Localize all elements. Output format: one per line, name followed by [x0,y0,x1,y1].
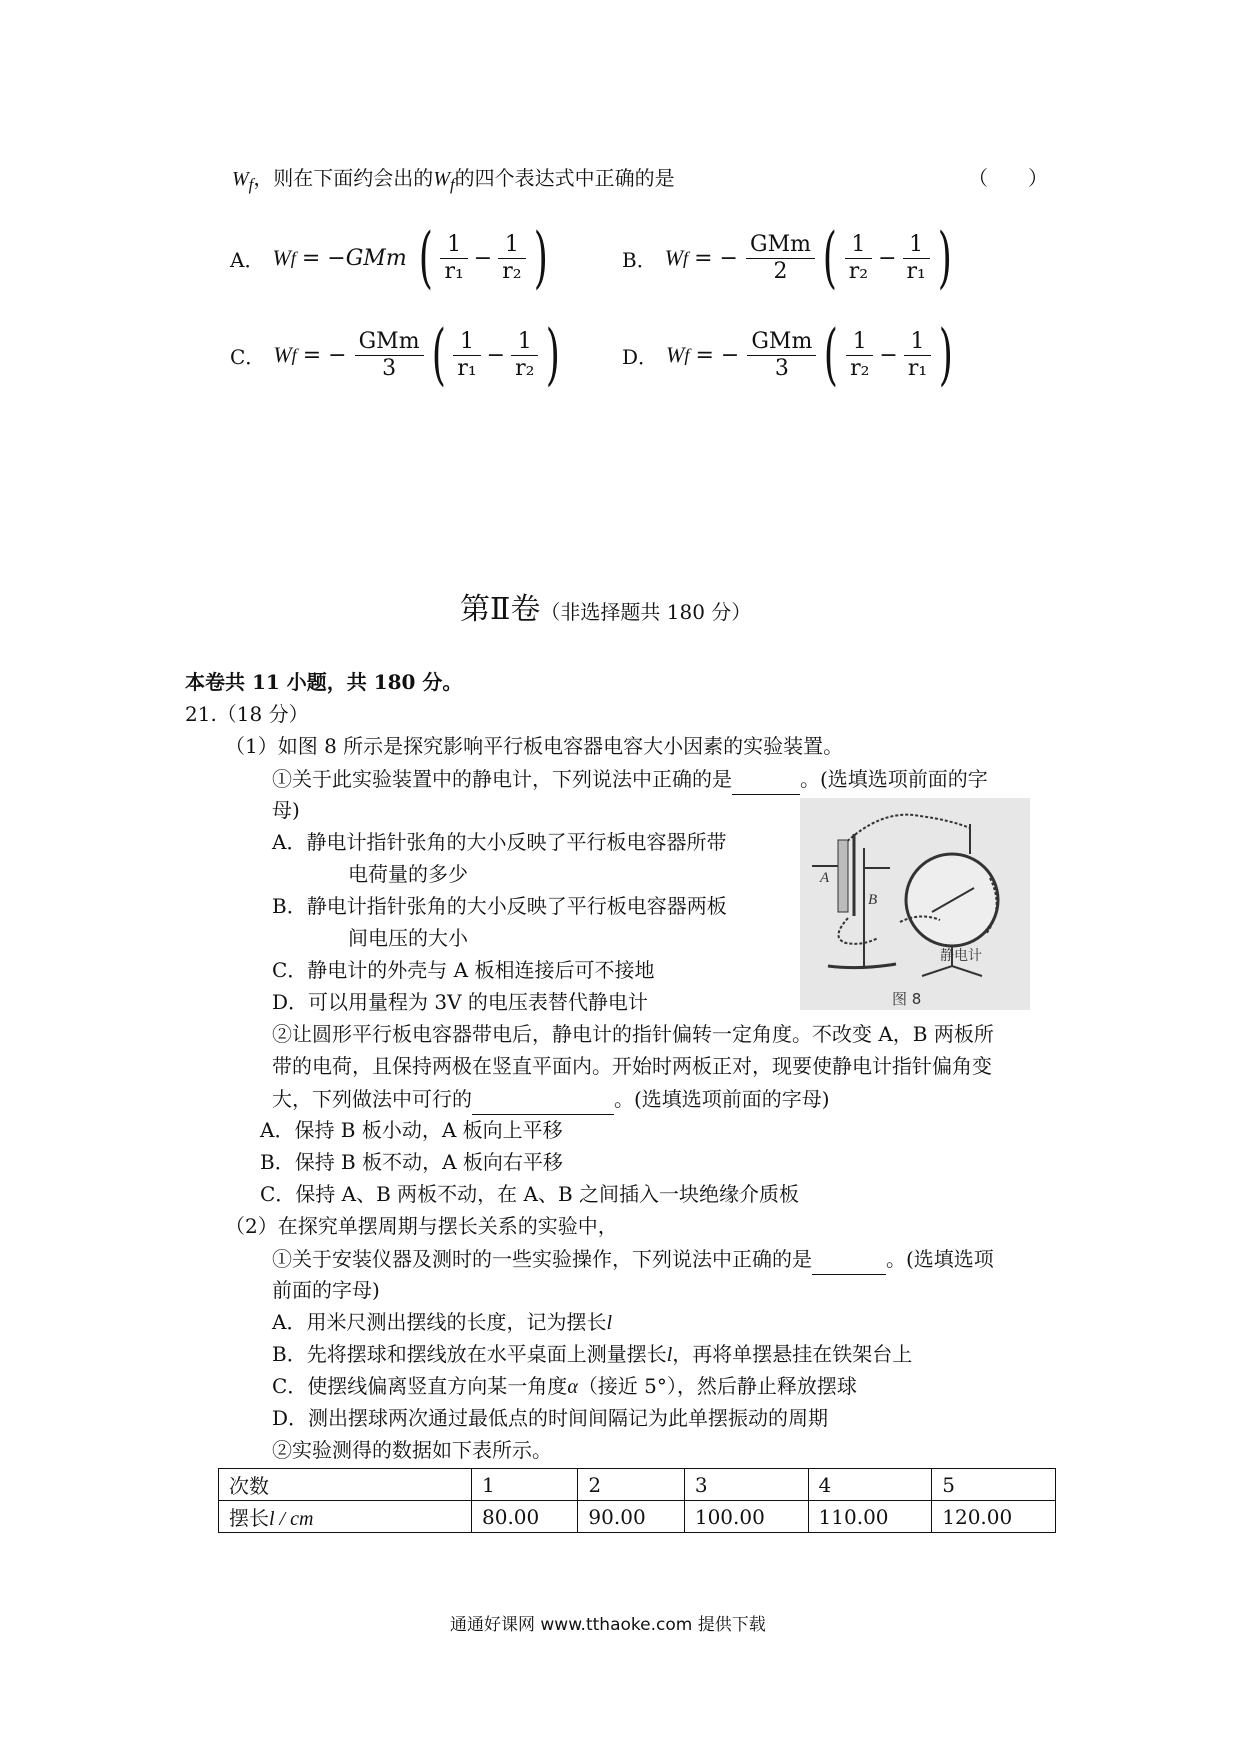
q21-p2-q2: ②实验测得的数据如下表所示。 [272,1438,552,1462]
row-label: 摆长 [229,1506,269,1530]
reciprocal-fraction-num: 1 [846,329,873,356]
option-line: A．保持 B 板小动，A 板向上平移 [260,1118,563,1142]
option-b [622,219,958,296]
var-l: l [666,1344,673,1366]
parenthesized-term [817,219,958,296]
q21-p2-q1 [272,1242,994,1275]
table-cell: 100.00 [684,1501,808,1533]
q21-p1-q1 [272,762,988,795]
reciprocal-fraction-den: r₂ [848,258,869,284]
reciprocal-fraction-num: 1 [511,329,538,356]
option-line: B．静电计指针张角的大小反映了平行板电容器两板 [272,894,727,918]
option-b-text: B．先将摆球和摆线放在水平桌面上测量摆长 [272,1342,667,1366]
q21-p1-q2-line [272,1082,830,1115]
reciprocal-fraction [846,329,873,382]
left-paren: ( [824,316,839,393]
wf-subscript [683,248,688,269]
reciprocal-fraction-num: 1 [904,329,931,356]
table-cell: 80.00 [472,1501,578,1533]
coefficient-fraction-num: GMm [747,329,816,356]
data-table [218,1468,1056,1533]
option-label: A． [230,247,265,272]
parenthesized-term [413,219,554,296]
wf-symbol: W [664,245,684,270]
var-l: l [606,1312,613,1334]
option-line: C．保持 A、B 两板不动，在 A、B 之间插入一块绝缘介质板 [260,1182,800,1206]
reciprocal-fraction-num: 1 [498,232,525,259]
right-paren: ) [533,219,548,296]
wf-subscript-2: f [449,175,455,194]
reciprocal-fraction-den: r₂ [515,355,535,381]
q20-intro-text-b: 的四个表达式中正确的是 [454,166,675,190]
option-a-text: A．用米尺测出摆线的长度，记为摆长 [272,1310,607,1334]
electroscope-label: 静电计 [940,948,982,964]
q21-p1-q1-text: ①关于此实验装置中的静电计，下列说法中正确的是 [272,767,732,791]
option-line: D．测出摆球两次通过最低点的时间间隔记为此单摆振动的周期 [272,1406,829,1430]
wf-symbol-2: W [433,168,450,190]
answer-paren: （ ） [968,166,1048,190]
option-label: B． [622,247,657,272]
section-title [460,584,751,628]
coefficient-fraction [746,232,815,285]
answer-blank[interactable] [472,1082,614,1115]
left-paren: ( [431,316,446,393]
reciprocal-fraction [498,232,525,285]
option-c-tail: （接近 5°），然后静止释放摆球 [577,1374,857,1398]
reciprocal-fraction-num: 1 [903,232,930,259]
left-paren: ( [822,219,837,296]
q20-intro-text-a: ，则在下面约会出的 [253,166,434,190]
reciprocal-fraction [845,232,872,285]
wf-subscript-letter: f [291,344,297,365]
reciprocal-fraction-num: 1 [845,232,872,259]
var-alpha: α [567,1376,578,1398]
wf-subscript [291,248,296,269]
reciprocal-fraction [904,329,931,382]
wf-subscript [684,345,689,366]
option-d [622,316,959,393]
wf-subscript: f [248,175,254,194]
wf-symbol: W [666,342,685,367]
parenthesized-term [426,316,567,393]
left-paren: ( [418,219,433,296]
coefficient-fraction [355,329,424,382]
option-label: C． [230,344,266,369]
minus-sign: − [878,245,897,271]
coefficient-fraction-den: 3 [774,355,789,381]
q20-intro [232,162,675,201]
reciprocal-fraction-num: 1 [440,232,467,259]
wf-subscript-letter: f [683,247,689,268]
q21-p1-q2-line: ②让圆形平行板电容器带电后，静电计的指针偏转一定角度。不改变 A，B 两板所 [272,1022,994,1046]
wf-subscript-letter: f [290,247,296,268]
equals-sign: = −GMm [301,245,407,271]
reciprocal-fraction [903,232,930,285]
q21-p1-q2-line: 带的电荷，且保持两极在竖直平面内。开始时两板正对，现要使静电计指针偏角变 [272,1054,992,1078]
equals-sign: = − [694,245,738,271]
section-note: 本卷共 11 小题，共 180 分。 [185,670,463,694]
answer-blank[interactable] [812,1242,886,1275]
option-a [230,219,553,296]
option-line: C．静电计的外壳与 A 板相连接后可不接地 [272,958,655,982]
q21-part2-intro: （2）在探究单摆周期与摆长关系的实验中， [225,1214,618,1238]
reciprocal-fraction [440,232,467,285]
option-line [272,1370,857,1403]
coefficient-fraction-num: GMm [746,232,815,259]
q21-p1-q1-cont: 母) [272,798,300,822]
reciprocal-fraction-den: r₂ [502,258,522,284]
section-title-main: 第Ⅱ卷 [460,592,541,627]
option-line [272,1306,612,1339]
table-cell [219,1501,472,1533]
electroscope-diagram [800,798,1030,1010]
reciprocal-fraction-den: r₂ [850,355,870,381]
table-cell: 90.00 [578,1501,684,1533]
option-b-tail: ，再将单摆悬挂在铁架台上 [672,1342,913,1366]
figure-8 [800,798,1030,1010]
row-unit: l / cm [269,1508,314,1530]
option-c-text: C．使摆线偏离竖直方向某一角度 [272,1374,568,1398]
plate-b-label: B [868,892,878,908]
table-cell: 3 [684,1469,808,1501]
option-line: A．静电计指针张角的大小反映了平行板电容器所带 [272,830,727,854]
plate-a-label: A [820,870,830,886]
wf-symbol: W [273,342,292,367]
answer-blank[interactable] [732,762,800,795]
option-c [230,316,566,393]
option-label: D． [622,344,659,369]
wf-subscript-letter: f [684,344,690,365]
reciprocal-fraction-den: r₁ [444,258,464,284]
coefficient-fraction-num: GMm [355,329,424,356]
table-cell: 5 [932,1469,1056,1501]
reciprocal-fraction-den: r₁ [907,355,928,381]
coefficient-fraction [747,329,816,382]
reciprocal-fraction-num: 1 [453,329,480,356]
reciprocal-fraction [511,329,538,382]
q21-p2-q1-cont: 前面的字母) [272,1278,380,1302]
wf-symbol: W [232,168,249,190]
right-paren: ) [938,316,954,393]
section-subtitle: （非选择题共 180 分） [540,600,752,624]
table-cell: 1 [472,1469,578,1501]
coefficient-fraction-den: 3 [382,355,397,381]
table-cell: 次数 [219,1469,472,1501]
coefficient-fraction-den: 2 [773,258,788,284]
option-line: 电荷量的多少 [348,862,468,886]
table-row [219,1469,1056,1501]
q21-p1-q2-tail: 。(选填选项前面的字母) [614,1087,830,1111]
parenthesized-term [818,316,959,393]
table-row [219,1501,1056,1533]
q21-p1-q2-text: 大，下列做法中可行的 [272,1087,472,1111]
table-cell: 2 [578,1469,684,1501]
q21-part1-intro: （1）如图 8 所示是探究影响平行板电容器电容大小因素的实验装置。 [225,734,844,758]
option-line: B．保持 B 板不动，A 板向右平移 [260,1150,563,1174]
reciprocal-fraction-den: r₁ [457,355,477,381]
right-paren: ) [546,316,561,393]
table-cell: 120.00 [932,1501,1056,1533]
option-line: D．可以用量程为 3V 的电压表替代静电计 [272,990,648,1014]
reciprocal-fraction [453,329,480,382]
q21-p1-q1-tail: 。(选填选项前面的字 [800,767,988,791]
minus-sign: − [473,245,493,271]
minus-sign: − [486,342,506,368]
reciprocal-fraction-den: r₁ [906,258,926,284]
table-cell: 110.00 [808,1501,932,1533]
figure-caption: 图 8 [892,990,922,1008]
wf-subscript [292,345,297,366]
table-cell: 4 [808,1469,932,1501]
q21-header: 21.（18 分） [185,702,309,726]
option-line: 间电压的大小 [348,926,468,950]
equals-sign: = − [695,342,740,368]
wf-symbol: W [272,245,291,270]
footer-text: 通通好课网 www.tthaoke.com 提供下载 [450,1615,766,1635]
q21-p2-q1-tail: 。(选填选项 [886,1247,994,1271]
right-paren: ) [937,219,952,296]
equals-sign: = − [302,342,347,368]
q21-p2-q1-text: ①关于安装仪器及测时的一些实验操作，下列说法中正确的是 [272,1247,812,1271]
minus-sign: − [879,342,898,368]
option-line [272,1338,912,1371]
